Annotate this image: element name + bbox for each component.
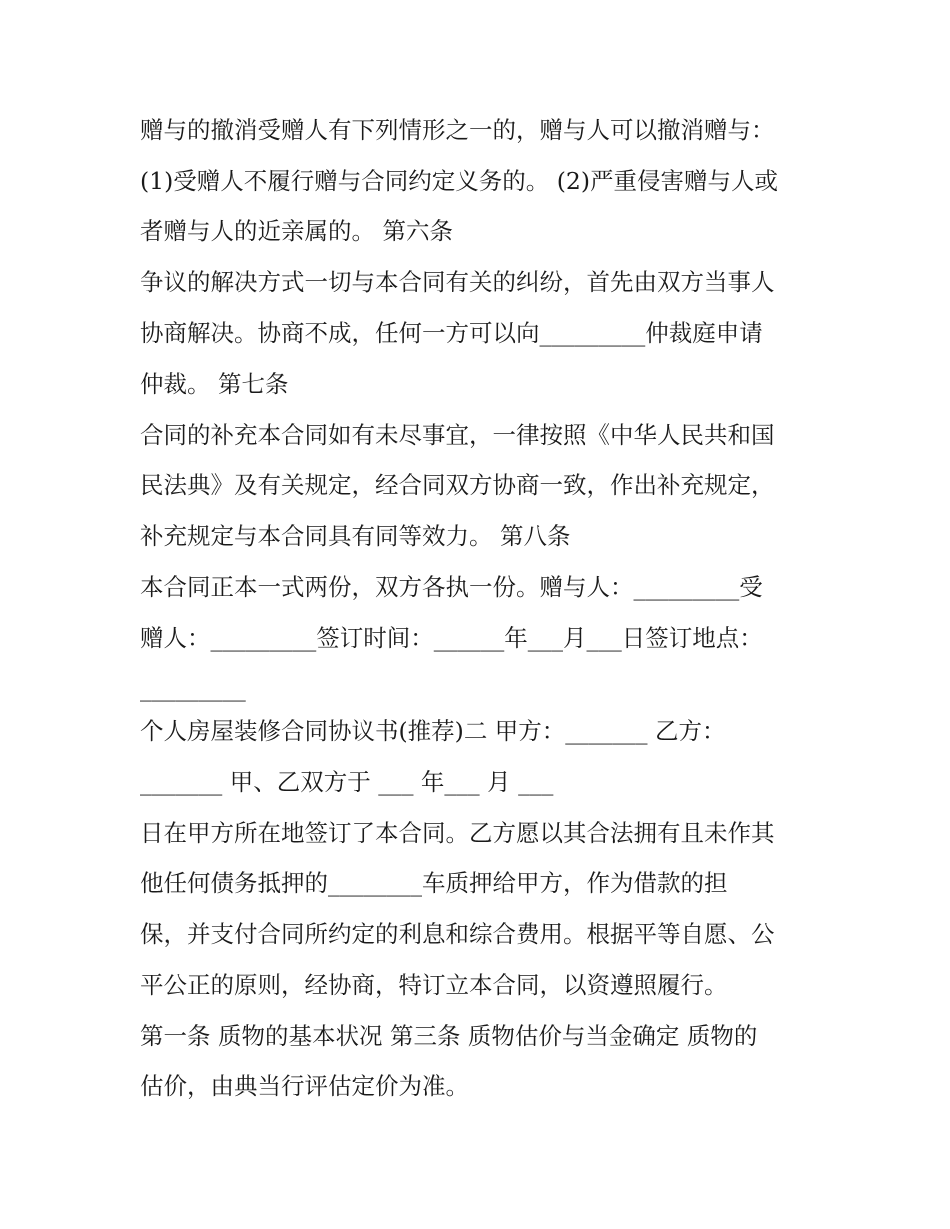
text-line: 保，并支付合同所约定的利息和综合费用。根据平等自愿、公 [140, 920, 775, 948]
text-line: (1)受赠人不履行赠与合同约定义务的。 (2)严重侵害赠与人或 [140, 167, 779, 195]
text-line: 平公正的原则，经协商，特订立本合同，以资遵照履行。 [140, 971, 728, 999]
text-line: 第一条 质物的基本状况 第三条 质物估价与当金确定 质物的 [140, 1022, 758, 1050]
text-line: 民法典》及有关规定，经合同双方协商一致，作出补充规定， [140, 471, 775, 499]
text-line: 争议的解决方式一切与本合同有关的纠纷，首先由双方当事人 [140, 268, 775, 296]
text-line: 估价，由典当行评估定价为准。 [140, 1072, 469, 1100]
text-line: 日在甲方所在地签订了本合同。乙方愿以其合法拥有且未作其 [140, 819, 775, 847]
text-line: 个人房屋装修合同协议书(推荐)二 甲方：_______ 乙方： [140, 717, 726, 745]
text-line: 仲裁。 第七条 [140, 370, 289, 398]
text-line: _________ [140, 674, 246, 702]
text-line: 本合同正本一式两份，双方各执一份。赠与人：_________受 [140, 573, 763, 601]
text-line: 赠人：_________签订时间：______年___月___日签订地点： [140, 624, 763, 652]
text-line: 者赠与人的近亲属的。 第六条 [140, 217, 453, 245]
text-line: 他任何债务抵押的________车质押给甲方，作为借款的担 [140, 869, 728, 897]
text-line: _______ 甲、乙双方于 ___ 年___ 月 ___ [140, 768, 554, 796]
text-line: 合同的补充本合同如有未尽事宜，一律按照《中华人民共和国 [140, 421, 775, 449]
text-line: 协商解决。协商不成，任何一方可以向_________仲裁庭申请 [140, 319, 763, 347]
text-line: 赠与的撤消受赠人有下列情形之一的，赠与人可以撤消赠与： [140, 116, 775, 144]
text-line: 补充规定与本合同具有同等效力。 第八条 [140, 522, 571, 550]
